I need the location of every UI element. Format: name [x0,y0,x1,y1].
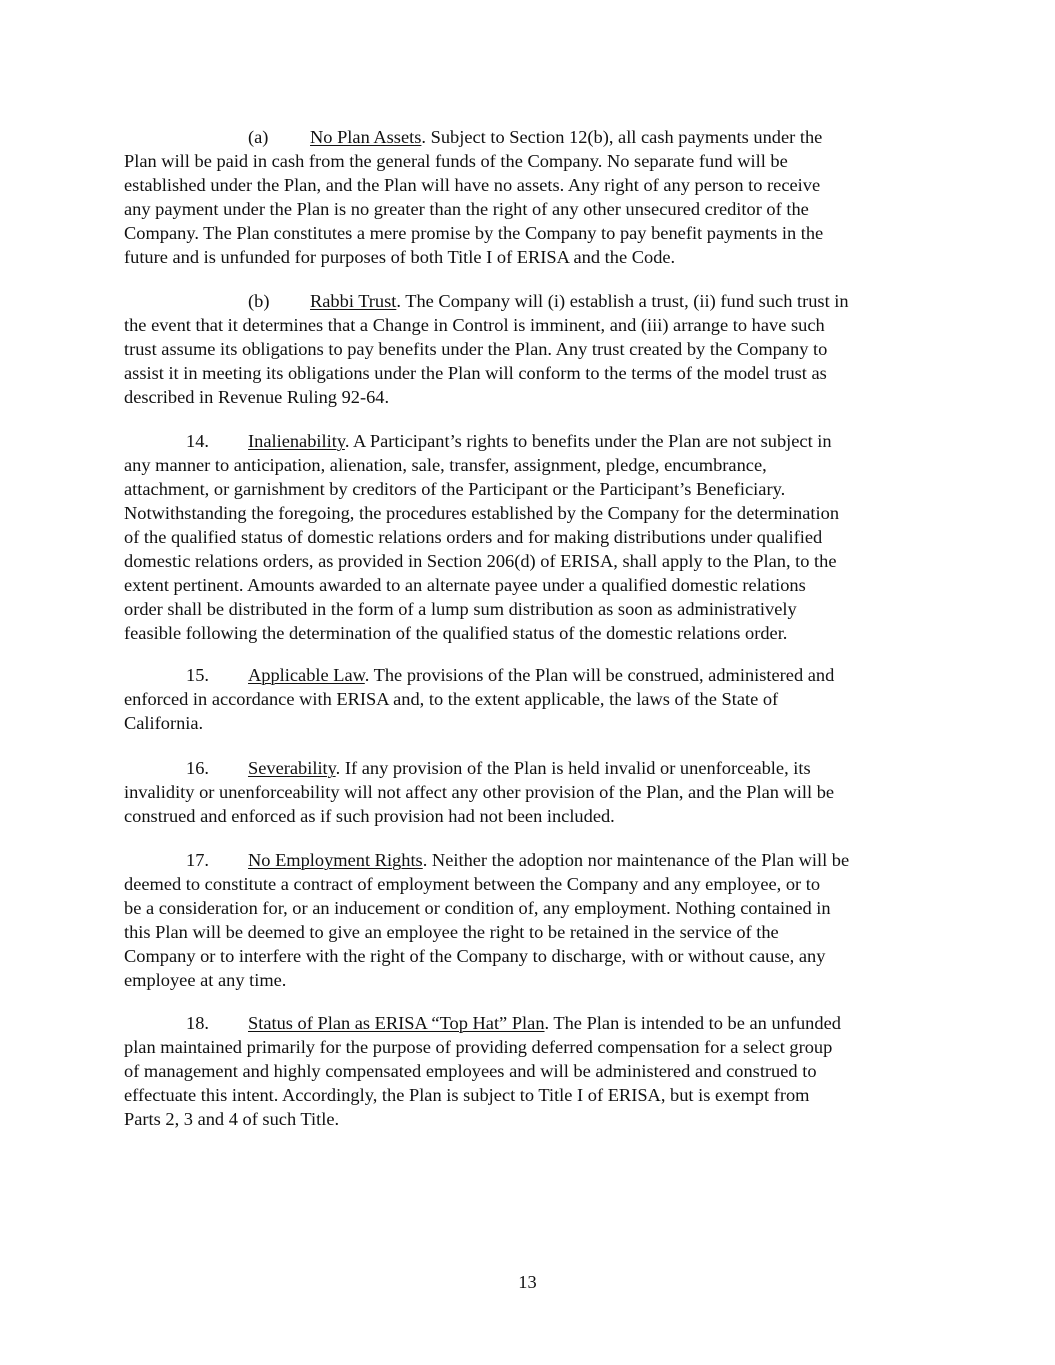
paragraph-line: Parts 2, 3 and 4 of such Title. [124,1109,340,1129]
paragraph-line: Plan will be paid in cash from the general funds of the Company. No separate fund will be [124,151,788,171]
paragraph-line: this Plan will be deemed to give an employee the right to be retained in the service of the [124,922,779,942]
paragraph-line: Notwithstanding the foregoing, the procedures established by the Company for the determination [124,503,840,523]
paragraph-line: invalidity or unenforceability will not affect any other provision of the Plan, and the Plan will be [124,782,835,802]
paragraph-heading: Inalienability [248,431,345,451]
paragraph-heading: Status of Plan as ERISA “Top Hat” Plan [248,1013,545,1033]
paragraph-text: . If any provision of the Plan is held invalid or unenforceable, its [335,758,811,778]
paragraph-line: Company. The Plan constitutes a mere promise by the Company to pay benefit payments in the [124,223,824,243]
paragraph-15 [124,663,934,735]
paragraph-16 [124,756,934,828]
paragraph-13a [124,125,934,269]
paragraph-13b [124,289,934,409]
paragraph-line: employee at any time. [124,970,287,990]
paragraph-first-line [124,756,934,780]
paragraph-line: trust assume its obligations to pay benefits under the Plan. Any trust created by the Company to [124,339,828,359]
paragraph-text: . Neither the adoption nor maintenance of the Plan will be [422,850,850,870]
paragraph-number: (b) [248,291,270,311]
paragraph-line: future and is unfunded for purposes of both Title I of ERISA and the Code. [124,247,676,267]
paragraph-heading: Rabbi Trust [310,291,397,311]
paragraph-line: be a consideration for, or an inducement or condition of, any employment. Nothing contained in [124,898,831,918]
paragraph-line: California. [124,713,204,733]
paragraph-line: of management and highly compensated employees and will be administered and construed to [124,1061,817,1081]
paragraph-number: 15. [186,665,209,685]
paragraph-text: . The provisions of the Plan will be construed, administered and [364,665,835,685]
page-number: 13 [518,1272,537,1292]
paragraph-number: 17. [186,850,209,870]
paragraph-line: construed and enforced as if such provision had not been included. [124,806,615,826]
paragraph-line: extent pertinent. Amounts awarded to an alternate payee under a qualified domestic relations [124,575,806,595]
paragraph-17 [124,848,934,992]
paragraph-line: enforced in accordance with ERISA and, to the extent applicable, the laws of the State of [124,689,779,709]
paragraph-line: plan maintained primarily for the purpose of providing deferred compensation for a select group [124,1037,833,1057]
paragraph-line: any payment under the Plan is no greater than the right of any other unsecured creditor of the [124,199,809,219]
paragraph-line: order shall be distributed in the form of a lump sum distribution as soon as administratively [124,599,797,619]
paragraph-text: . The Company will (i) establish a trust, (ii) fund such trust in [396,291,849,311]
paragraph-heading: Severability [248,758,336,778]
paragraph-number: 16. [186,758,209,778]
paragraph-number: (a) [248,127,269,147]
paragraph-first-line [124,125,934,149]
paragraph-number: 14. [186,431,209,451]
paragraph-heading: No Plan Assets [310,127,422,147]
paragraph-line: the event that it determines that a Change in Control is imminent, and (iii) arrange to have such [124,315,825,335]
paragraph-first-line [124,429,934,453]
paragraph-first-line [124,1011,934,1035]
paragraph-line: feasible following the determination of the qualified status of the domestic relations order. [124,623,788,643]
paragraph-first-line [124,848,934,872]
paragraph-line: of the qualified status of domestic relations orders and for making distributions under qualified [124,527,823,547]
paragraph-line: deemed to constitute a contract of employment between the Company and any employee, or to [124,874,821,894]
paragraph-line: established under the Plan, and the Plan will have no assets. Any right of any person to receive [124,175,821,195]
paragraph-line: domestic relations orders, as provided in Section 206(d) of ERISA, shall apply to the Plan, to the [124,551,837,571]
paragraph-line: attachment, or garnishment by creditors of the Participant or the Participant’s Beneficiary. [124,479,786,499]
paragraph-14 [124,429,934,645]
paragraph-line: described in Revenue Ruling 92-64. [124,387,390,407]
paragraph-line: assist it in meeting its obligations under the Plan will conform to the terms of the model trust as [124,363,827,383]
paragraph-heading: Applicable Law [248,665,365,685]
paragraph-line: effectuate this intent. Accordingly, the Plan is subject to Title I of ERISA, but is exempt from [124,1085,810,1105]
paragraph-text: . Subject to Section 12(b), all cash payments under the [421,127,823,147]
paragraph-first-line [124,289,934,313]
paragraph-number: 18. [186,1013,209,1033]
paragraph-first-line [124,663,934,687]
paragraph-line: Company or to interfere with the right of the Company to discharge, with or without cause, any [124,946,826,966]
paragraph-line: any manner to anticipation, alienation, sale, transfer, assignment, pledge, encumbrance, [124,455,767,475]
paragraph-text: . The Plan is intended to be an unfunded [544,1013,841,1033]
paragraph-text: . A Participant’s rights to benefits under the Plan are not subject in [344,431,832,451]
paragraph-heading: No Employment Rights [248,850,423,870]
paragraph-18 [124,1011,934,1131]
